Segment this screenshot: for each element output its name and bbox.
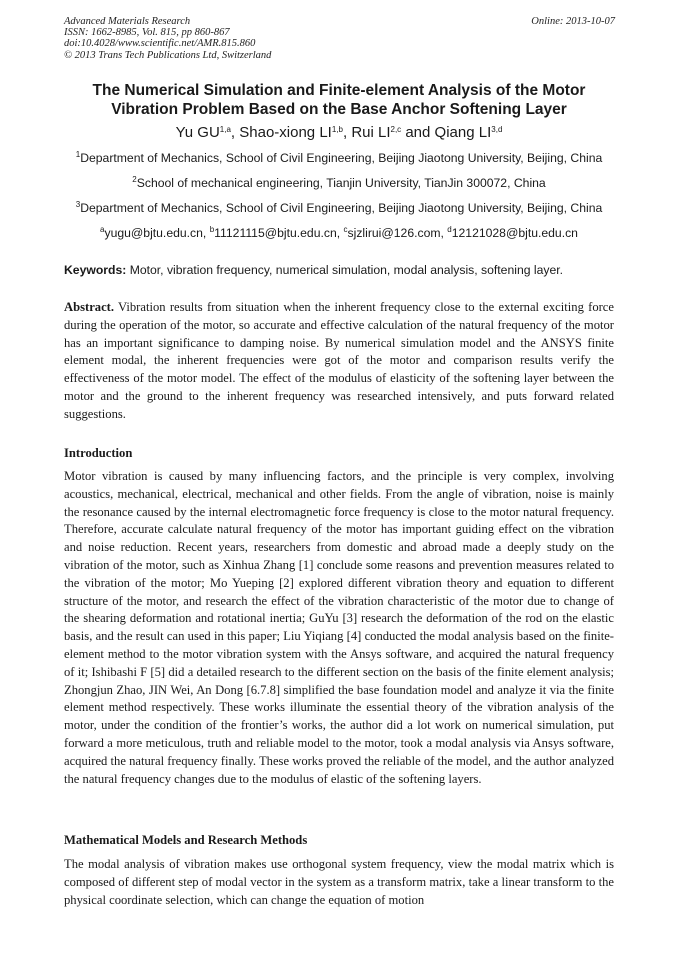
email-sup: d xyxy=(447,225,452,234)
author-sup: 1,a xyxy=(219,125,231,134)
methods-text: The modal analysis of vibration makes use orthogonal system frequency, view the modal matrix which is composed of different step of modal vector in the system as a transform matrix, take a linear transform to the physical coordinate selection, which can change the equation of motion xyxy=(64,857,614,907)
affiliation-sup: 2 xyxy=(132,175,137,184)
abstract xyxy=(64,299,614,424)
author-name: Yu GU xyxy=(175,124,220,141)
section-heading-methods: Mathematical Models and Research Methods xyxy=(64,833,308,847)
section-heading-introduction: Introduction xyxy=(64,446,133,460)
doi: doi:10.4028/www.scientific.net/AMR.815.860 xyxy=(64,38,256,50)
affiliation-sup: 1 xyxy=(75,150,81,159)
keywords-text: Motor, vibration frequency, numerical simulation, modal analysis, softening layer. xyxy=(126,263,564,277)
issn: ISSN: 1662-8985, Vol. 815, pp 860-867 xyxy=(64,27,230,39)
affiliation-2 xyxy=(40,176,638,190)
abstract-text: Vibration results from situation when the inherent frequency close to the external exciting force during the operation of the motor, so accurate and effective calculation of the natural frequency of the motor has an important significance to damping noise. By numerical simulation model and the ANSYS finite element modal, the inherent frequencies were got of the motor and comparison results verify the effectiveness of the motor model. The effect of the modulus of elasticity of the softening layer between the motor and the ground to the inherent frequency was researched intensively, and puts forward related suggestions. xyxy=(64,300,614,421)
affiliation-3 xyxy=(40,201,638,215)
copyright: © 2013 Trans Tech Publications Ltd, Switzerland xyxy=(64,49,272,61)
author-sep: and xyxy=(401,124,435,141)
author-list xyxy=(40,124,638,142)
author-name: Rui LI xyxy=(351,124,391,141)
author-sep: , xyxy=(342,124,352,141)
introduction-text: Motor vibration is caused by many influencing factors, and the principle is very complex, involving acoustics, mechanical, electrical, mechanical and other fields. From the angle of vibration, noise is mainly the resonance caused by the internal electromagnetic force frequency is close to the motor natural frequency. Therefore, accurate calculate natural frequency of the motor has important guiding effect on the vibration and noise reduction. Recent years, researchers from domestic and abroad made a deeply study on the vibration of the motor, such as Xinhua Zhang [1] conclude some reasons and prevention measures related to the vibration of the motor; Mo Yueping [2] explored different vibration theory and equation to different structure of the motor, and research the effect of the vibration characteristic of the motor due to change of the shearing deformation and rotational inertia; GuYu [3] research the deformation of the rod on the elastic basis, and the result can used in this paper; Liu Yiqiang [4] conducted the modal analysis based on the finite-element method to the motor vibration system with the Ansys software, and acquired the natural frequency of it; Ishibashi F [5] did a detailed research to the different section on the basis of the finite element analysis; Zhongjun Zhao, JIN Wei, An Dong [6.7.8] simplified the base foundation model and analyze it via the finite element method respectively. These works illuminate the essential theory of the vibration analysis of the motor, under the condition of the frontier’s works, the author did a lot work on numerical simulation, put forward a more meticulous, truth and reliable model to the motor, took a modal analysis via Ansys software, acquired the natural frequency finally. These works proved the reliable of the model, and the author analyzed the natural frequency changes due to the modulus of elastic of the softening layers. xyxy=(64,469,614,786)
author-name: Qiang LI xyxy=(434,124,492,141)
affiliation-text: Department of Mechanics, School of Civil Engineering, Beijing Jiaotong University, Beijing, China xyxy=(80,201,603,215)
online-date: Online: 2013-10-07 xyxy=(531,16,615,27)
email-address[interactable]: sjzlirui@126.com, xyxy=(347,226,448,240)
affiliation-sup: 3 xyxy=(75,200,81,209)
affiliation-text: School of mechanical engineering, Tianjin University, TianJin 300072, China xyxy=(136,176,546,190)
journal-name: Advanced Materials Research xyxy=(64,16,191,27)
paper-title xyxy=(40,81,638,119)
author-sup: 1,b xyxy=(331,125,343,134)
email-address[interactable]: 12121028@bjtu.edu.cn xyxy=(451,226,578,240)
title-line-1: The Numerical Simulation and Finite-element Analysis of the Motor xyxy=(92,82,586,99)
author-sup: 3,d xyxy=(491,125,503,134)
email-address[interactable]: 11121115@bjtu.edu.cn, xyxy=(214,226,344,240)
keywords xyxy=(64,263,563,277)
affiliation-1 xyxy=(40,151,638,165)
abstract-label: Abstract. xyxy=(64,300,115,314)
keywords-label: Keywords: xyxy=(64,263,127,277)
email-list xyxy=(40,226,638,240)
author-name: Shao-xiong LI xyxy=(239,124,332,141)
author-sep: , xyxy=(230,124,240,141)
affiliation-text: Department of Mechanics, School of Civil Engineering, Beijing Jiaotong University, Beijing, China xyxy=(80,151,603,165)
title-line-2: Vibration Problem Based on the Base Anchor Softening Layer xyxy=(111,101,567,118)
email-address[interactable]: yugu@bjtu.edu.cn, xyxy=(104,226,210,240)
email-sup: c xyxy=(343,225,348,234)
author-sup: 2,c xyxy=(390,125,402,134)
email-sup: b xyxy=(209,225,215,234)
journal-header xyxy=(64,16,271,61)
email-sup: a xyxy=(100,225,105,234)
